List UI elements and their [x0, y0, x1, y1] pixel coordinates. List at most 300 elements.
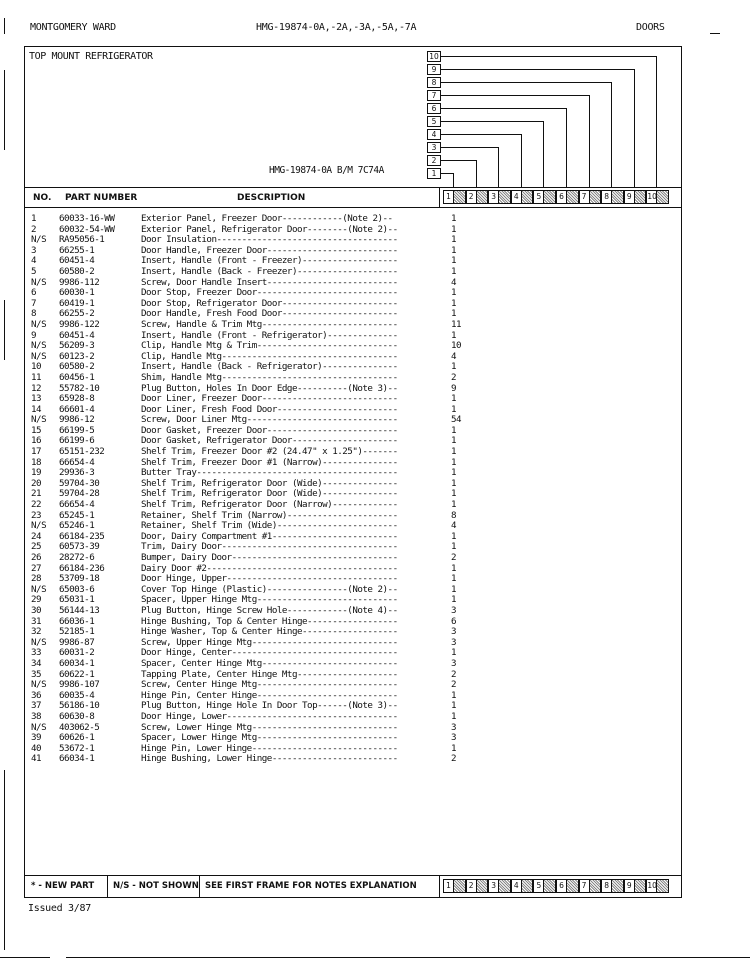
frame-box	[533, 190, 556, 204]
quantity: 1	[451, 541, 457, 553]
part-description: Cover Top Hinge (Plastic)----------------(Note 2)--	[141, 583, 398, 595]
quantity: 1	[451, 403, 457, 415]
item-number: 5	[31, 265, 37, 277]
leader-line	[441, 82, 611, 83]
frame-shading	[657, 880, 668, 892]
bottom-rule	[0, 957, 50, 958]
part-number: 60573-39	[59, 541, 100, 553]
frame-number: 6	[557, 880, 567, 892]
quantity: 2	[451, 668, 457, 680]
part-description: Screw, Upper Hinge Mtg-----------------------------	[141, 636, 398, 648]
item-number: 27	[31, 562, 42, 574]
item-number: 17	[31, 446, 42, 458]
part-number: 60030-1	[59, 287, 95, 299]
part-description: Clip, Handle Mtg & Trim----------------------------	[141, 340, 398, 352]
frame-shading	[477, 191, 488, 203]
frame-shading	[612, 880, 623, 892]
part-description: Insert, Handle (Front - Freezer)-------------------	[141, 255, 398, 267]
part-number: 66255-1	[59, 244, 95, 256]
item-number: N/S	[31, 636, 47, 648]
section-label: DOORS	[636, 22, 665, 33]
table-row	[31, 553, 471, 564]
frame-number: 9	[625, 191, 635, 203]
item-number: 34	[31, 657, 42, 669]
quantity: 1	[451, 213, 457, 224]
frame-shading	[612, 191, 623, 203]
item-number: 4	[31, 255, 37, 267]
frame-number: 9	[625, 880, 635, 892]
index-box: 10	[427, 51, 441, 62]
quantity: 1	[451, 562, 457, 574]
index-box: 8	[427, 77, 441, 88]
part-number: 28272-6	[59, 552, 95, 563]
quantity: 1	[451, 446, 457, 458]
item-number: 21	[31, 488, 42, 500]
quantity: 54	[451, 414, 462, 426]
part-number: 60035-4	[59, 689, 95, 701]
frame-number: 8	[602, 880, 612, 892]
part-description: Trim, Dairy Door-----------------------------------	[141, 541, 398, 553]
item-number: 14	[31, 403, 42, 415]
diagram-title: TOP MOUNT REFRIGERATOR	[29, 51, 153, 62]
quantity: 1	[451, 255, 457, 267]
frame-shading	[635, 880, 646, 892]
part-description: Retainer, Shelf Trim (Wide)------------------------	[141, 520, 398, 532]
item-number: 13	[31, 393, 42, 405]
quantity: 2	[451, 552, 457, 563]
frame-number: 5	[534, 880, 544, 892]
item-number: 41	[31, 753, 42, 765]
frame-box	[646, 879, 669, 893]
parts-frame	[24, 46, 682, 898]
part-description: Insert, Handle (Front - Refrigerator)--------------	[141, 329, 398, 341]
part-number: 60630-8	[59, 710, 95, 722]
leader-line	[543, 121, 544, 187]
leader-line	[453, 173, 454, 187]
table-row	[31, 320, 471, 331]
quantity: 1	[451, 361, 457, 373]
footer-new-part: * - NEW PART	[31, 881, 95, 891]
part-description: Hinge Pin, Lower Hinge-----------------------------	[141, 742, 398, 754]
item-number: 8	[31, 308, 37, 320]
divider	[25, 875, 681, 876]
part-description: Door Stop, Refrigerator Door-----------------------	[141, 297, 398, 309]
leader-line	[441, 56, 656, 57]
quantity: 1	[451, 583, 457, 595]
index-box: 7	[427, 90, 441, 101]
leader-line	[589, 95, 590, 187]
frame-box	[579, 190, 602, 204]
quantity: 2	[451, 679, 457, 691]
part-description: Plug Button, Hinge Hole In Door Top------(Note 3)--	[141, 700, 398, 712]
part-description: Shim, Handle Mtg-----------------------------------	[141, 371, 398, 383]
frame-box	[443, 879, 466, 893]
item-number: 29	[31, 594, 42, 606]
frame-box	[624, 190, 647, 204]
leader-line	[566, 108, 567, 187]
item-number: 16	[31, 435, 42, 447]
part-description: Screw, Door Handle Insert--------------------------	[141, 276, 398, 288]
quantity: 1	[451, 573, 457, 585]
item-number: N/S	[31, 583, 47, 595]
frame-box	[579, 879, 602, 893]
index-box: 2	[427, 155, 441, 166]
part-number: 65245-1	[59, 509, 95, 521]
item-number: 25	[31, 541, 42, 553]
index-box: 1	[427, 168, 441, 179]
item-number: N/S	[31, 234, 47, 246]
part-description: Screw, Handle & Trim Mtg---------------------------	[141, 318, 398, 330]
frame-box	[556, 879, 579, 893]
part-description: Shelf Trim, Refrigerator Door (Wide)---------------	[141, 488, 398, 500]
part-description: Spacer, Center Hinge Mtg---------------------------	[141, 657, 398, 669]
part-number: 66184-235	[59, 530, 105, 542]
frame-index-bottom	[443, 879, 669, 893]
part-description: Screw, Lower Hinge Mtg-----------------------------	[141, 721, 398, 733]
divider	[107, 875, 108, 897]
item-number: 9	[31, 329, 37, 341]
frame-number: 1	[444, 880, 454, 892]
quantity: 1	[451, 424, 457, 436]
item-number: 40	[31, 742, 42, 754]
item-number: 18	[31, 456, 42, 468]
frame-shading	[477, 880, 488, 892]
item-number: N/S	[31, 318, 47, 330]
frame-shading	[522, 880, 533, 892]
frame-number: 4	[512, 191, 522, 203]
model-reference: HMG-19874-0A B/M 7C74A	[269, 165, 384, 176]
frame-box	[488, 190, 511, 204]
part-number: 9986-12	[59, 414, 95, 426]
item-number: 36	[31, 689, 42, 701]
part-number: 60034-1	[59, 657, 95, 669]
item-number: N/S	[31, 679, 47, 691]
part-number: RA95056-1	[59, 234, 105, 246]
margin-mark	[4, 18, 5, 34]
part-number: 65246-1	[59, 520, 95, 532]
quantity: 1	[451, 742, 457, 754]
quantity: 1	[451, 499, 457, 511]
index-box: 5	[427, 116, 441, 127]
item-number: 6	[31, 287, 37, 299]
part-description: Plug Button, Holes In Door Edge----------(Note 3)--	[141, 382, 398, 394]
quantity: 1	[451, 689, 457, 701]
part-number: 59704-30	[59, 477, 100, 489]
quantity: 6	[451, 615, 457, 627]
quantity: 10	[451, 340, 462, 352]
part-number: 66034-1	[59, 753, 95, 765]
issued-date: Issued 3/87	[28, 903, 91, 914]
item-number: 31	[31, 615, 42, 627]
part-description: Tapping Plate, Center Hinge Mtg--------------------	[141, 668, 398, 680]
part-number: 55782-10	[59, 382, 100, 394]
item-number: N/S	[31, 350, 47, 362]
part-description: Hinge Pin, Center Hinge----------------------------	[141, 689, 398, 701]
item-number: 3	[31, 244, 37, 256]
quantity: 2	[451, 371, 457, 383]
frame-box	[601, 190, 624, 204]
frame-box	[601, 879, 624, 893]
table-row	[31, 712, 471, 723]
part-number: 66601-4	[59, 403, 95, 415]
part-description: Spacer, Lower Hinge Mtg----------------------------	[141, 732, 398, 744]
part-description: Screw, Center Hinge Mtg----------------------------	[141, 679, 398, 691]
leader-line	[498, 147, 499, 187]
brand-label: MONTGOMERY WARD	[30, 22, 116, 33]
quantity: 3	[451, 626, 457, 638]
quantity: 3	[451, 657, 457, 669]
part-description: Insert, Handle (Back - Freezer)--------------------	[141, 265, 398, 277]
margin-mark	[4, 300, 5, 360]
footer-notes: SEE FIRST FRAME FOR NOTES EXPLANATION	[205, 881, 417, 891]
frame-number: 5	[534, 191, 544, 203]
margin-mark	[4, 770, 5, 950]
frame-number: 3	[489, 191, 499, 203]
part-description: Door Hinge, Center---------------------------------	[141, 647, 398, 659]
frame-number: 6	[557, 191, 567, 203]
leader-line	[441, 95, 589, 96]
part-number: 65003-6	[59, 583, 95, 595]
part-description: Insert, Handle (Back - Refrigerator)---------------	[141, 361, 398, 373]
quantity: 1	[451, 477, 457, 489]
frame-shading	[499, 191, 510, 203]
leader-line	[441, 147, 498, 148]
quantity: 1	[451, 700, 457, 712]
part-description: Shelf Trim, Freezer Door #2 (24.47" x 1.25")-------	[141, 446, 398, 458]
frame-shading	[635, 191, 646, 203]
part-number: 52185-1	[59, 626, 95, 638]
quantity: 11	[451, 318, 462, 330]
part-description: Dairy Door #2--------------------------------------	[141, 562, 398, 574]
item-number: 20	[31, 477, 42, 489]
item-number: 24	[31, 530, 42, 542]
footer-not-shown: N/S - NOT SHOWN	[113, 881, 199, 891]
frame-box	[466, 190, 489, 204]
table-row	[31, 373, 471, 384]
part-description: Spacer, Upper Hinge Mtg----------------------------	[141, 594, 398, 606]
item-number: 23	[31, 509, 42, 521]
part-description: Hinge Bushing, Top & Center Hinge------------------	[141, 615, 398, 627]
quantity: 1	[451, 393, 457, 405]
quantity: 4	[451, 350, 457, 362]
quantity: 3	[451, 732, 457, 744]
quantity: 1	[451, 435, 457, 447]
frame-box	[646, 190, 669, 204]
item-number: 2	[31, 223, 37, 235]
part-number: 56209-3	[59, 340, 95, 352]
table-row	[31, 267, 471, 278]
margin-mark	[4, 70, 5, 150]
frame-box	[488, 879, 511, 893]
part-description: Door Liner, Fresh Food Door------------------------	[141, 403, 398, 415]
leader-line	[441, 173, 453, 174]
frame-box	[443, 190, 466, 204]
part-number: 60456-1	[59, 371, 95, 383]
item-number: N/S	[31, 721, 47, 733]
quantity: 8	[451, 509, 457, 521]
leader-line	[521, 134, 522, 187]
item-number: 35	[31, 668, 42, 680]
part-description: Door Hinge, Upper----------------------------------	[141, 573, 398, 585]
item-number: 37	[31, 700, 42, 712]
divider	[439, 187, 440, 207]
frame-number: 10	[647, 881, 657, 890]
frame-box	[533, 879, 556, 893]
frame-box	[511, 879, 534, 893]
frame-box	[556, 190, 579, 204]
frame-number: 1	[444, 191, 454, 203]
leader-line	[441, 134, 521, 135]
frame-shading	[499, 880, 510, 892]
quantity: 3	[451, 721, 457, 733]
frame-number: 8	[602, 191, 612, 203]
divider	[25, 187, 681, 188]
quantity: 2	[451, 753, 457, 765]
part-description: Retainer, Shelf Trim (Narrow)----------------------	[141, 509, 398, 521]
item-number: 10	[31, 361, 42, 373]
part-description: Bumper, Dairy Door---------------------------------	[141, 552, 398, 563]
item-number: 33	[31, 647, 42, 659]
part-number: 59704-28	[59, 488, 100, 500]
part-number: 65151-232	[59, 446, 105, 458]
part-number: 29936-3	[59, 467, 95, 479]
divider	[25, 207, 681, 208]
part-number: 60622-1	[59, 668, 95, 680]
item-number: 28	[31, 573, 42, 585]
corner-mark	[710, 33, 720, 34]
part-number: 66184-236	[59, 562, 105, 574]
frame-index-top	[443, 190, 669, 204]
frame-box	[466, 879, 489, 893]
quantity: 1	[451, 308, 457, 320]
table-row	[31, 214, 471, 225]
item-number: 11	[31, 371, 42, 383]
part-number: 66654-4	[59, 499, 95, 511]
quantity: 1	[451, 594, 457, 606]
part-description: Hinge Bushing, Lower Hinge-------------------------	[141, 753, 398, 765]
table-row	[31, 659, 471, 670]
leader-line	[441, 160, 476, 161]
part-description: Shelf Trim, Refrigerator Door (Narrow)-------------	[141, 499, 398, 511]
col-header-part-number: PART NUMBER	[65, 193, 138, 203]
quantity: 1	[451, 244, 457, 256]
part-description: Door Handle, Freezer Door--------------------------	[141, 244, 398, 256]
leader-line	[441, 69, 634, 70]
part-number: 66199-5	[59, 424, 95, 436]
part-number: 9986-112	[59, 276, 100, 288]
item-number: N/S	[31, 340, 47, 352]
index-box: 6	[427, 103, 441, 114]
quantity: 1	[451, 287, 457, 299]
part-description: Door Gasket, Refrigerator Door---------------------	[141, 435, 398, 447]
table-row	[31, 606, 471, 617]
part-number: 53709-18	[59, 573, 100, 585]
quantity: 1	[451, 467, 457, 479]
frame-shading	[657, 191, 668, 203]
item-number: N/S	[31, 520, 47, 532]
index-box: 9	[427, 64, 441, 75]
part-number: 66654-4	[59, 456, 95, 468]
frame-shading	[454, 191, 465, 203]
item-number: N/S	[31, 414, 47, 426]
part-description: Door Gasket, Freezer Door--------------------------	[141, 424, 398, 436]
part-number: 60032-54-WW	[59, 223, 115, 235]
quantity: 1	[451, 456, 457, 468]
frame-shading	[522, 191, 533, 203]
frame-shading	[590, 191, 601, 203]
part-number: 60419-1	[59, 297, 95, 309]
item-number: 32	[31, 626, 42, 638]
item-number: 39	[31, 732, 42, 744]
model-list: HMG-19874-0A,-2A,-3A,-5A,-7A	[256, 22, 417, 33]
part-number: 60451-4	[59, 329, 95, 341]
frame-shading	[544, 880, 555, 892]
leader-line	[441, 108, 566, 109]
quantity: 3	[451, 636, 457, 648]
index-box: 4	[427, 129, 441, 140]
quantity: 4	[451, 520, 457, 532]
part-description: Butter Tray----------------------------------------	[141, 467, 398, 479]
part-number: 60123-2	[59, 350, 95, 362]
item-number: 22	[31, 499, 42, 511]
part-number: 9986-122	[59, 318, 100, 330]
part-number: 66036-1	[59, 615, 95, 627]
part-number: 56186-10	[59, 700, 100, 712]
quantity: 9	[451, 382, 457, 394]
divider	[199, 875, 200, 897]
quantity: 4	[451, 276, 457, 288]
bottom-rule	[66, 957, 750, 958]
item-number: 38	[31, 710, 42, 722]
frame-shading	[567, 191, 578, 203]
index-box: 3	[427, 142, 441, 153]
item-number: 30	[31, 604, 42, 616]
divider	[439, 875, 440, 897]
frame-number: 7	[580, 880, 590, 892]
frame-shading	[454, 880, 465, 892]
frame-shading	[544, 191, 555, 203]
quantity: 1	[451, 329, 457, 341]
part-number: 53672-1	[59, 742, 95, 754]
part-description: Exterior Panel, Refrigerator Door--------(Note 2)--	[141, 223, 398, 235]
part-description: Hinge Washer, Top & Center Hinge-------------------	[141, 626, 398, 638]
part-number: 60626-1	[59, 732, 95, 744]
part-description: Door Handle, Fresh Food Door-----------------------	[141, 308, 398, 320]
col-header-no: NO.	[33, 193, 52, 203]
leader-line	[611, 82, 612, 187]
frame-number: 7	[580, 191, 590, 203]
quantity: 1	[451, 265, 457, 277]
part-number: 66199-6	[59, 435, 95, 447]
part-number: 403062-5	[59, 721, 100, 733]
quantity: 1	[451, 223, 457, 235]
frame-number: 2	[467, 191, 477, 203]
part-number: 60580-2	[59, 361, 95, 373]
leader-line	[634, 69, 635, 187]
item-number: 12	[31, 382, 42, 394]
part-number: 60580-2	[59, 265, 95, 277]
frame-number: 10	[647, 192, 657, 201]
item-number: 7	[31, 297, 37, 309]
leader-line	[656, 56, 657, 187]
part-description: Clip, Handle Mtg-----------------------------------	[141, 350, 398, 362]
part-description: Shelf Trim, Refrigerator Door (Wide)---------------	[141, 477, 398, 489]
part-description: Door, Dairy Compartment #1-------------------------	[141, 530, 398, 542]
frame-number: 4	[512, 880, 522, 892]
quantity: 1	[451, 710, 457, 722]
frame-shading	[590, 880, 601, 892]
part-number: 66255-2	[59, 308, 95, 320]
